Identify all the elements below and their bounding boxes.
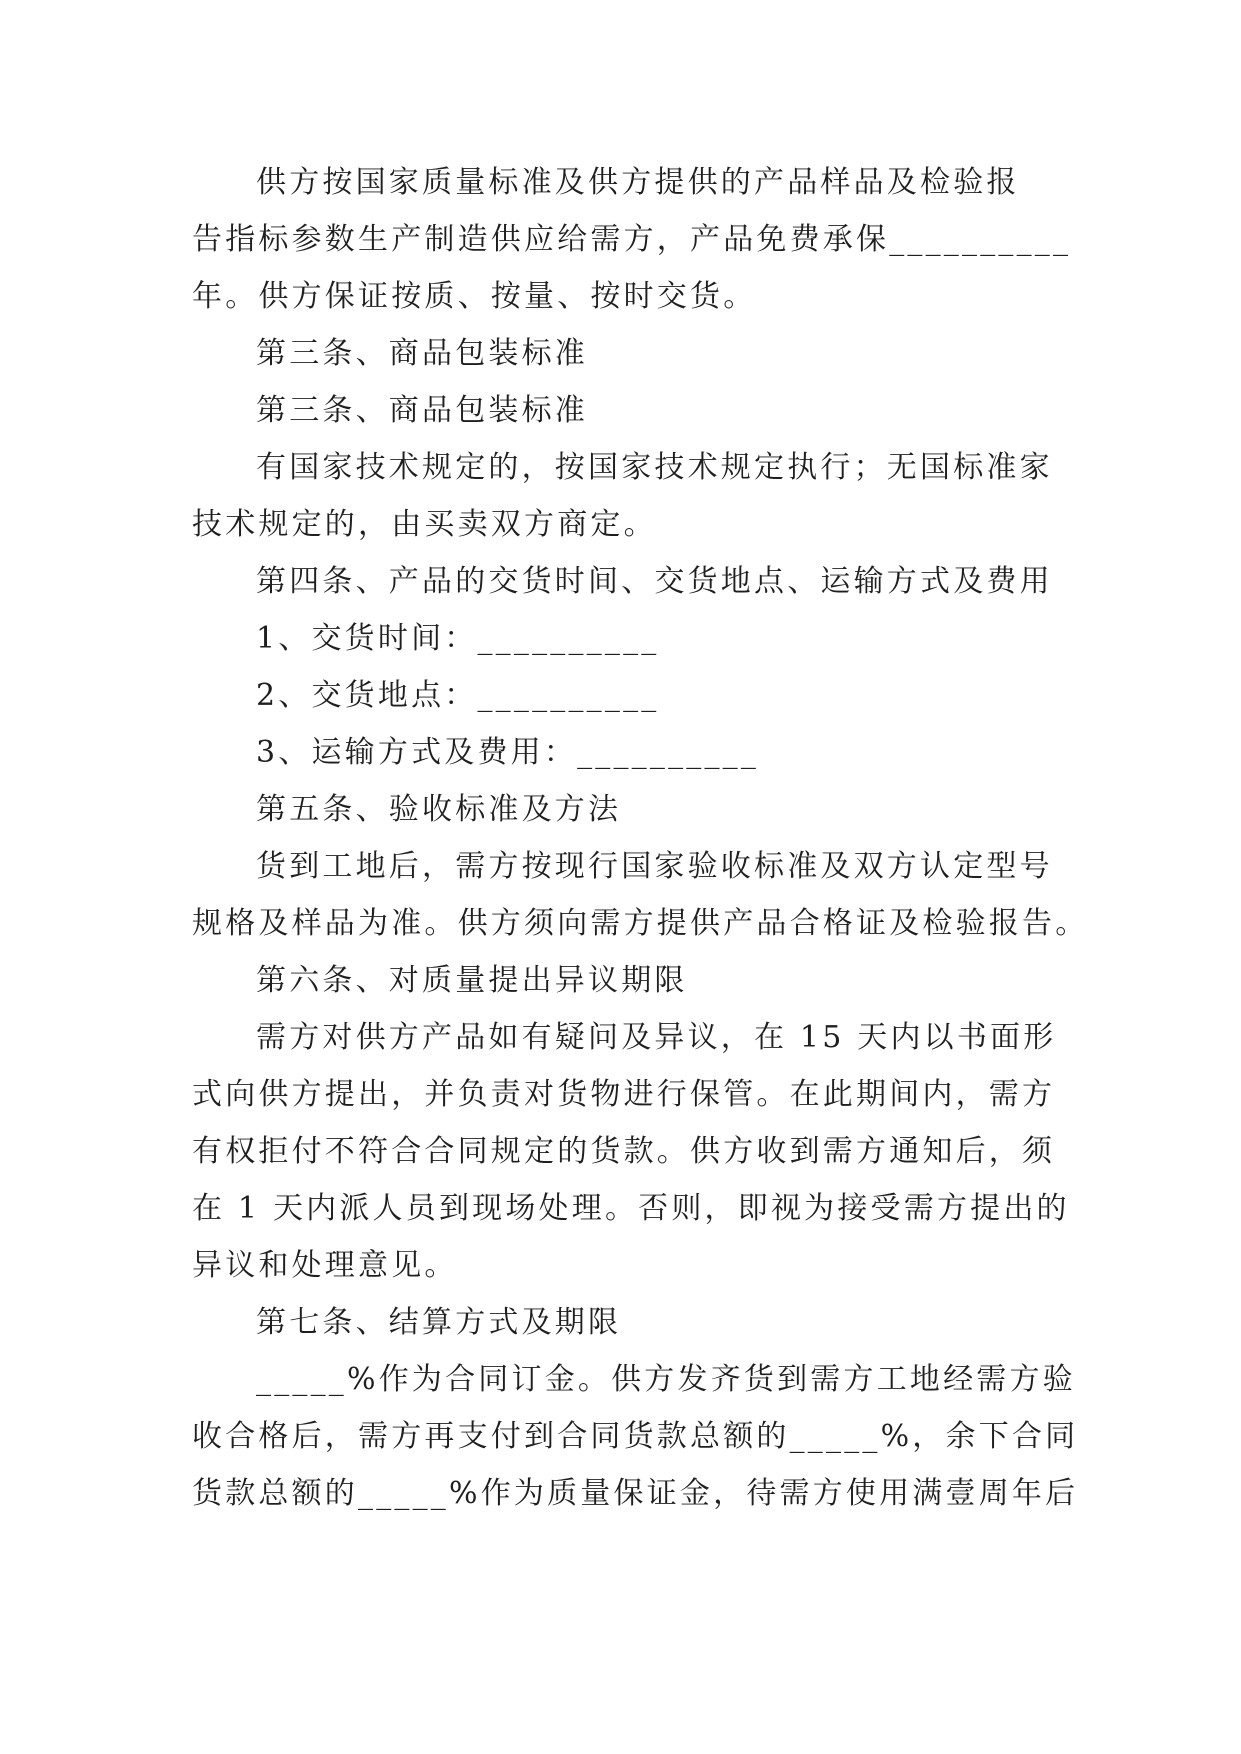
- paragraph-settlement-line-2: 收合格后，需方再支付到合同货款总额的_____%，余下合同: [192, 1419, 1079, 1454]
- transport-cost-item: 3、运输方式及费用：__________: [256, 735, 760, 770]
- paragraph-acceptance-line-2: 规格及样品为准。供方须向需方提供产品合格证及检验报告。: [192, 906, 1089, 941]
- delivery-place-item: 2、交货地点：__________: [256, 678, 660, 713]
- delivery-time-item: 1、交货时间：__________: [256, 621, 660, 656]
- paragraph-settlement-line-3: 货款总额的_____%作为质量保证金，待需方使用满壹周年后: [192, 1476, 1079, 1511]
- paragraph-quality-line-2: 告指标参数生产制造供应给需方，产品免费承保__________: [192, 222, 1072, 257]
- heading-article-4: 第四条、产品的交货时间、交货地点、运输方式及费用: [256, 564, 1053, 599]
- paragraph-quality-line-1: 供方按国家质量标准及供方提供的产品样品及检验报: [256, 165, 1020, 200]
- paragraph-objection-line-5: 异议和处理意见。: [192, 1248, 458, 1283]
- paragraph-objection-line-1: 需方对供方产品如有疑问及异议，在 15 天内以书面形: [256, 1020, 1057, 1055]
- heading-article-7: 第七条、结算方式及期限: [256, 1305, 622, 1340]
- heading-article-6: 第六条、对质量提出异议期限: [256, 963, 688, 998]
- paragraph-packaging-line-1: 有国家技术规定的，按国家技术规定执行；无国标准家: [256, 450, 1053, 485]
- paragraph-objection-line-3: 有权拒付不符合合同规定的货款。供方收到需方通知后，须: [192, 1134, 1056, 1169]
- heading-article-3: 第三条、商品包装标准: [256, 336, 588, 371]
- paragraph-acceptance-line-1: 货到工地后，需方按现行国家验收标准及双方认定型号: [256, 849, 1053, 884]
- paragraph-objection-line-4: 在 1 天内派人员到现场处理。否则，即视为接受需方提出的: [192, 1191, 1070, 1226]
- paragraph-quality-line-3: 年。供方保证按质、按量、按时交货。: [192, 279, 757, 314]
- paragraph-packaging-line-2: 技术规定的，由买卖双方商定。: [192, 507, 657, 542]
- heading-article-3-repeat: 第三条、商品包装标准: [256, 393, 588, 428]
- paragraph-settlement-line-1: _____%作为合同订金。供方发齐货到需方工地经需方验: [256, 1362, 1076, 1397]
- paragraph-objection-line-2: 式向供方提出，并负责对货物进行保管。在此期间内，需方: [192, 1077, 1056, 1112]
- heading-article-5: 第五条、验收标准及方法: [256, 792, 622, 827]
